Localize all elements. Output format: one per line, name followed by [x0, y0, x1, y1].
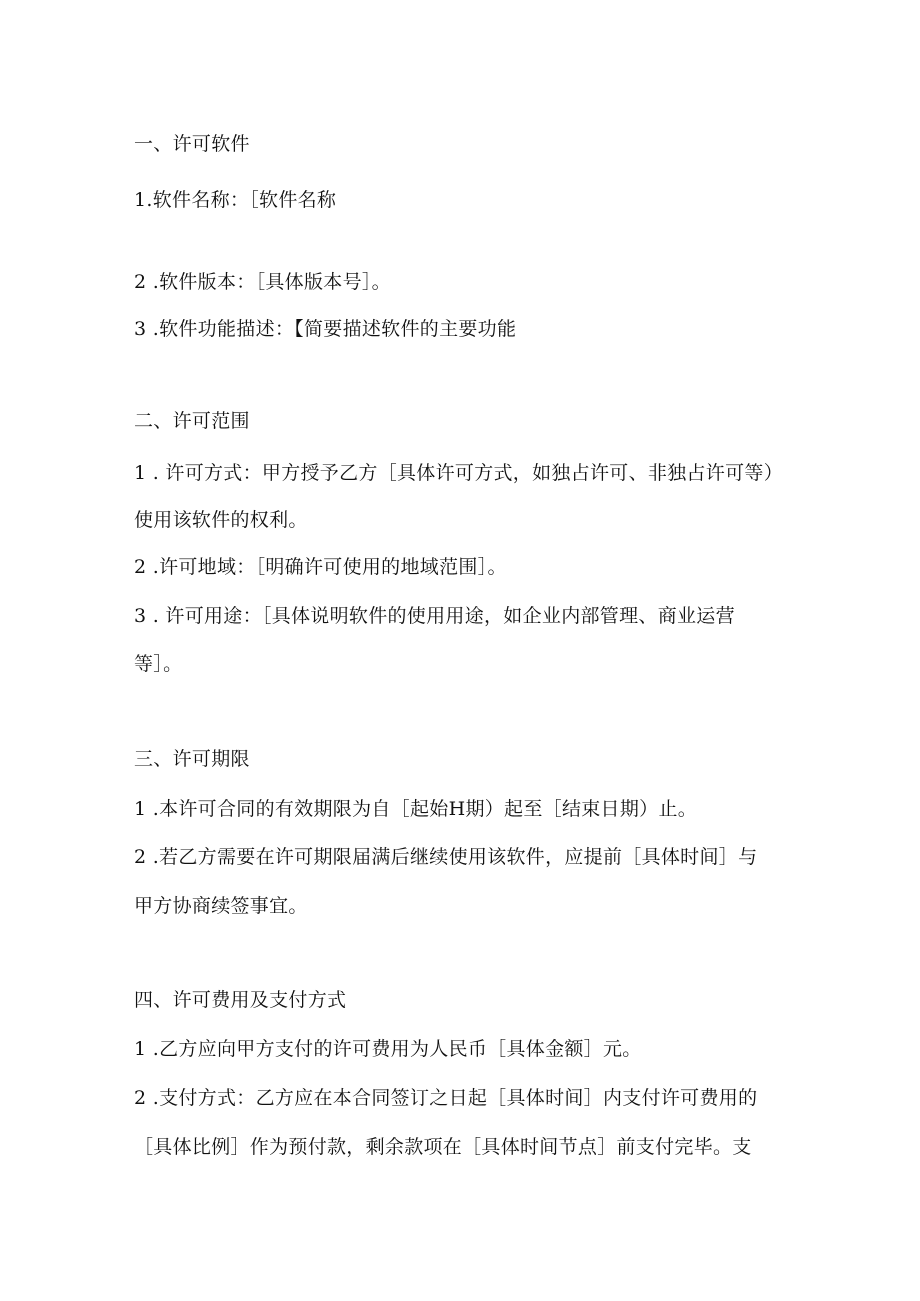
section-heading-3: 三、许可期限	[134, 748, 250, 770]
paragraph-line: ［具体比例］作为预付款，剩余款项在［具体时间节点］前支付完毕。支	[134, 1136, 752, 1158]
paragraph-line: 1 .乙方应向甲方支付的许可费用为人民币［具体金额］元。	[134, 1038, 642, 1060]
paragraph-line: 1 .本许可合同的有效期限为自［起始H期）起至［结束日期）止。	[134, 798, 698, 820]
section-heading-2: 二、许可范围	[134, 410, 250, 432]
paragraph-line: 2 .若乙方需要在许可期限届满后继续使用该软件，应提前［具体时间］与	[134, 846, 758, 868]
paragraph-line: 3 .软件功能描述：【简要描述软件的主要功能	[134, 318, 517, 340]
paragraph-line: 2 .软件版本：［具体版本号］。	[134, 271, 391, 293]
paragraph-line: 3 . 许可用途：［具体说明软件的使用用途，如企业内部管理、商业运营	[134, 605, 735, 627]
section-heading-1: 一、许可软件	[134, 133, 250, 155]
paragraph-line: 等］。	[134, 653, 183, 675]
paragraph-line: 1.软件名称：［软件名称	[134, 189, 337, 211]
section-heading-4: 四、许可费用及支付方式	[134, 989, 347, 1011]
paragraph-line: 使用该软件的权利。	[134, 509, 308, 531]
paragraph-line: 甲方协商续签事宜。	[134, 895, 308, 917]
paragraph-line: 2 .支付方式：乙方应在本合同签订之日起［具体时间］内支付许可费用的	[134, 1087, 758, 1109]
paragraph-line: 1 . 许可方式：甲方授予乙方［具体许可方式，如独占许可、非独占许可等）	[134, 462, 784, 484]
paragraph-line: 2 .许可地域：［明确许可使用的地域范围］。	[134, 556, 507, 578]
